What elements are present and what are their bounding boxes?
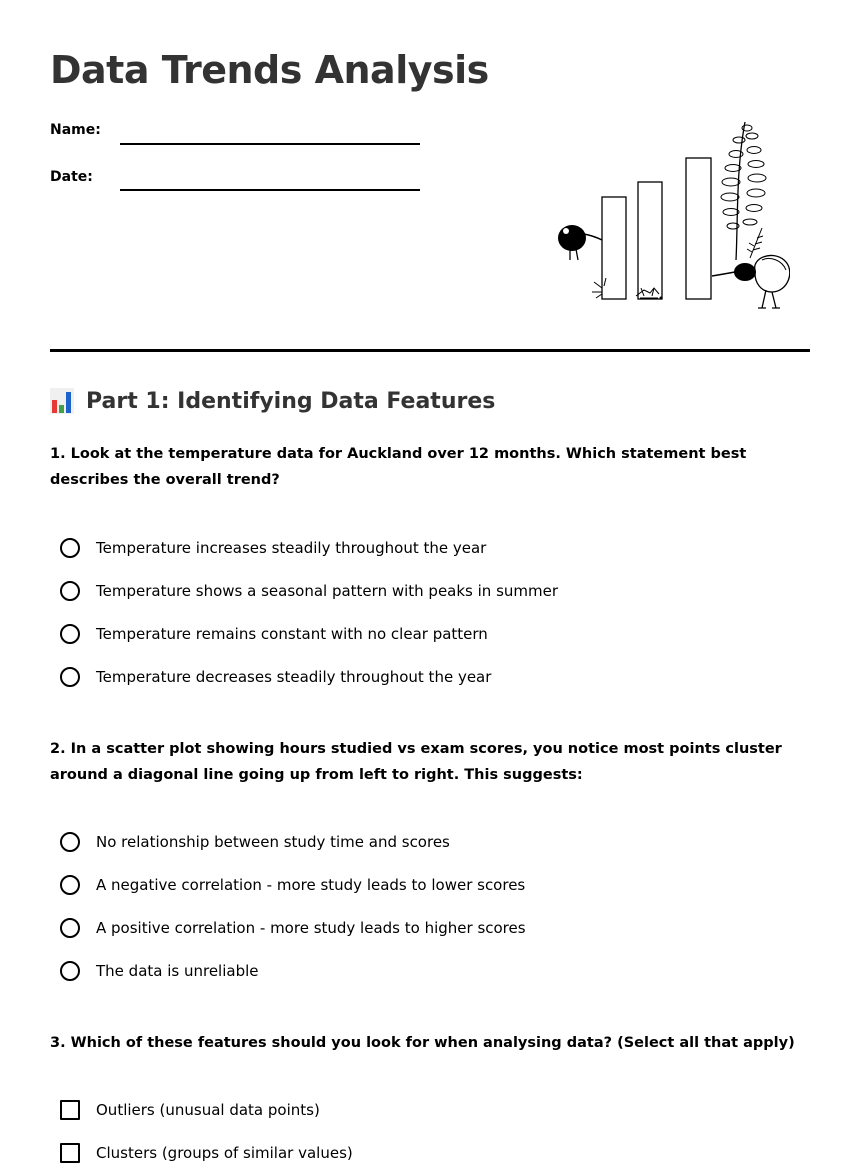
option-label: Temperature remains constant with no clear pattern	[96, 625, 488, 643]
option-label: Temperature shows a seasonal pattern with peaks in summer	[96, 582, 559, 600]
checkbox[interactable]	[60, 1143, 80, 1163]
radio-button[interactable]	[60, 624, 80, 644]
name-field[interactable]	[120, 143, 420, 145]
q1-option-3[interactable]	[60, 621, 488, 647]
question-2: 2. In a scatter plot showing hours studied vs exam scores, you notice most points cluster around a diagonal line going up from left to right. This suggests:	[50, 741, 782, 783]
option-label: Temperature increases steadily throughout the year	[96, 539, 487, 557]
option-label: The data is unreliable	[96, 962, 259, 980]
radio-button[interactable]	[60, 918, 80, 938]
date-field[interactable]	[120, 189, 420, 191]
radio-button[interactable]	[60, 581, 80, 601]
option-label: Temperature decreases steadily throughout the year	[96, 668, 492, 686]
page-title: Data Trends Analysis	[50, 48, 489, 92]
option-label: A positive correlation - more study leads to higher scores	[96, 919, 526, 937]
q2-option-2[interactable]	[60, 872, 525, 898]
radio-button[interactable]	[60, 961, 80, 981]
q3-option-2[interactable]	[60, 1140, 353, 1166]
q2-option-4[interactable]	[60, 958, 259, 984]
radio-button[interactable]	[60, 832, 80, 852]
option-label: No relationship between study time and scores	[96, 833, 450, 851]
q1-option-2[interactable]	[60, 578, 558, 604]
question-3: 3. Which of these features should you look for when analysing data? (Select all that apply)	[50, 1035, 795, 1051]
bar-chart-icon	[50, 388, 74, 414]
question-1: 1. Look at the temperature data for Auckland over 12 months. Which statement best describes the overall trend?	[50, 446, 747, 488]
q2-option-3[interactable]	[60, 915, 526, 941]
q1-option-4[interactable]	[60, 664, 491, 690]
q1-option-1[interactable]	[60, 535, 486, 561]
option-label: Clusters (groups of similar values)	[96, 1144, 353, 1162]
section-heading	[50, 388, 495, 414]
option-label: Outliers (unusual data points)	[96, 1101, 320, 1119]
name-label: Name:	[50, 122, 101, 138]
option-label: A negative correlation - more study leads to lower scores	[96, 876, 526, 894]
checkbox[interactable]	[60, 1100, 80, 1120]
radio-button[interactable]	[60, 538, 80, 558]
kiwi-bar-chart-illustration	[540, 110, 790, 320]
section-title: Part 1: Identifying Data Features	[86, 388, 496, 414]
radio-button[interactable]	[60, 875, 80, 895]
header-divider	[50, 349, 810, 352]
q2-option-1[interactable]	[60, 829, 450, 855]
date-label: Date:	[50, 169, 93, 185]
radio-button[interactable]	[60, 667, 80, 687]
q3-option-1[interactable]	[60, 1097, 320, 1123]
